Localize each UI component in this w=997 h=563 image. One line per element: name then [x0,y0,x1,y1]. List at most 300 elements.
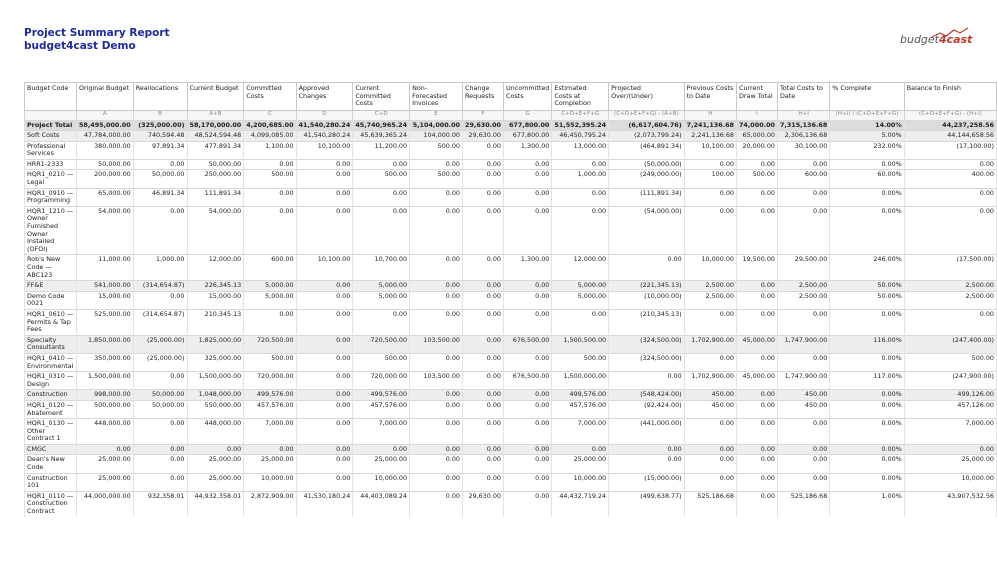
value-cell: 457,576.00 [353,400,410,418]
value-cell: 499,576.00 [552,390,609,401]
value-cell: 0.00 [777,206,829,255]
value-cell: 720,000.00 [353,372,410,390]
column-header: Balance to Finish [904,83,996,111]
value-cell: 0.00 [410,419,463,445]
value-cell: 0.00 [463,206,504,255]
budget-code-cell: Professional Services [25,141,77,159]
value-cell: 10,000.00 [244,473,296,491]
value-cell: 0.00 [552,309,609,335]
value-cell: 44,932,358.01 [187,491,244,516]
formula-label: C [244,110,296,120]
value-cell: 0.00 [463,141,504,159]
budget-code-cell: Specialty Consultants [25,335,77,353]
value-cell: 50,000.00 [133,400,187,418]
value-cell: 0.00 [463,309,504,335]
value-cell: 1,850,000.00 [76,335,133,353]
value-cell: 0.00 [244,309,296,335]
value-cell: 1,825,000.00 [187,335,244,353]
value-cell: 500.00 [244,353,296,371]
value-cell: 0.00 [353,159,410,170]
budget-code-cell: FF&E [25,281,77,292]
table-row [25,400,997,418]
value-cell: 0.00 [296,455,353,473]
value-cell: 525,186.68 [684,491,736,516]
logo-text-budget: budget [900,33,939,46]
value-cell: 0.00 [463,291,504,309]
value-cell: (6,617,604.76) [609,120,685,131]
table-row [25,281,997,292]
value-cell: 7,000.00 [904,419,996,445]
value-cell: (548,424.00) [609,390,685,401]
column-header: Uncommitted Costs [503,83,551,111]
value-cell: 2,241,136.68 [684,131,736,142]
table-row [25,309,997,335]
value-cell: 103,500.00 [410,372,463,390]
value-cell: 11,200.00 [353,141,410,159]
value-cell: 0.00 [463,335,504,353]
value-cell: 0.00 [410,353,463,371]
value-cell: 0.00 [133,372,187,390]
value-cell: 44,403,089.24 [353,491,410,516]
value-cell: 0.00 [904,188,996,206]
budget4cast-logo [900,33,972,46]
summary-table [24,82,997,517]
value-cell: 0.00 [296,170,353,188]
value-cell: 499,576.00 [244,390,296,401]
value-cell: 499,576.00 [353,390,410,401]
value-cell: 50,000.00 [133,390,187,401]
value-cell: 14.00% [830,120,904,131]
column-header: Budget Code [25,83,77,111]
value-cell: 0.00 [503,291,551,309]
value-cell: 250,000.00 [187,170,244,188]
value-cell: 0.00 [133,455,187,473]
value-cell: 525,000.00 [76,309,133,335]
value-cell: 740,594.48 [133,131,187,142]
value-cell: 0.00 [609,255,685,281]
value-cell: 0.00 [503,491,551,516]
table-row [25,159,997,170]
column-header: Current Committed Costs [353,83,410,111]
value-cell: 0.00 [296,188,353,206]
value-cell: 10,100.00 [296,255,353,281]
value-cell: 0.00 [296,281,353,292]
table-row [25,335,997,353]
formula-row [25,110,997,120]
value-cell: 0.00 [736,353,777,371]
value-cell: 50.00% [830,291,904,309]
value-cell: 0.00 [463,170,504,188]
value-cell: 500.00 [410,141,463,159]
value-cell: 246.00% [830,255,904,281]
value-cell: 7,000.00 [353,419,410,445]
value-cell: 29,500.00 [777,255,829,281]
value-cell: 1,100.00 [244,141,296,159]
value-cell: 0.00 [463,444,504,455]
table-row [25,255,997,281]
formula-label: A+B [187,110,244,120]
value-cell: 550,000.00 [187,400,244,418]
budget-code-cell: Rob's New Code — ABC123 [25,255,77,281]
value-cell: 0.00 [463,400,504,418]
value-cell: 600.00 [244,255,296,281]
value-cell: 350,000.00 [76,353,133,371]
table-row [25,206,997,255]
column-header: Original Budget [76,83,133,111]
value-cell: 1,500,500.00 [552,335,609,353]
formula-label: F [463,110,504,120]
value-cell: 4,099,085.00 [244,131,296,142]
value-cell: (111,891.34) [609,188,685,206]
value-cell: 500.00 [736,170,777,188]
value-cell: (210,345.13) [609,309,685,335]
value-cell: 29,630.00 [463,120,504,131]
value-cell: 0.00 [133,444,187,455]
value-cell: 50.00% [830,281,904,292]
value-cell: 0.00 [296,309,353,335]
value-cell: 7,000.00 [552,419,609,445]
value-cell: 600.00 [777,170,829,188]
value-cell: 50,000.00 [187,159,244,170]
value-cell: 0.00 [609,372,685,390]
value-cell: 116.00% [830,335,904,353]
value-cell: 19,500.00 [736,255,777,281]
value-cell: 0.00 [777,419,829,445]
value-cell: (10,000.00) [609,291,685,309]
value-cell: 43,907,532.56 [904,491,996,516]
value-cell: 0.00 [296,400,353,418]
value-cell: 0.00 [777,444,829,455]
value-cell: 0.00 [133,419,187,445]
column-header: Committed Costs [244,83,296,111]
value-cell: 0.00% [830,444,904,455]
budget-code-cell: HQR1_0910 — Programming [25,188,77,206]
value-cell: 25,000.00 [552,455,609,473]
value-cell: 0.00 [736,281,777,292]
value-cell: 500.00 [904,353,996,371]
table-row [25,390,997,401]
value-cell: 0.00 [904,159,996,170]
value-cell: (17,100.00) [904,141,996,159]
value-cell: 0.00 [777,309,829,335]
value-cell: 0.00 [296,206,353,255]
value-cell: 2,306,136.68 [777,131,829,142]
value-cell: 2,872,909.00 [244,491,296,516]
value-cell: 0.00 [503,353,551,371]
value-cell: 0.00 [736,159,777,170]
value-cell: 0.00 [410,390,463,401]
table-row [25,170,997,188]
value-cell: 0.00 [777,188,829,206]
value-cell: 500.00 [353,353,410,371]
value-cell: 0.00 [684,159,736,170]
budget-code-cell: HQR1_0610 — Permits & Tap Fees [25,309,77,335]
value-cell: 0.00 [463,419,504,445]
value-cell: 0.00 [410,444,463,455]
value-cell: 12,000.00 [552,255,609,281]
value-cell: 500.00 [410,170,463,188]
value-cell: 0.00 [736,455,777,473]
formula-label: (C+D+E+F+G) - (A+B) [609,110,685,120]
table-row [25,188,997,206]
value-cell: 0.00 [736,419,777,445]
value-cell: 1,747,900.00 [777,335,829,353]
formula-label: E [410,110,463,120]
value-cell: 74,000.00 [736,120,777,131]
table-row [25,491,997,516]
value-cell: 0.00 [684,206,736,255]
value-cell: 0.00 [684,444,736,455]
value-cell: 54,000.00 [187,206,244,255]
value-cell: 58,170,000.00 [187,120,244,131]
value-cell: 0.00% [830,206,904,255]
value-cell: 0.00 [463,188,504,206]
value-cell: 7,241,136.68 [684,120,736,131]
value-cell: 0.00 [736,444,777,455]
value-cell: 0.00 [296,419,353,445]
value-cell: 25,000.00 [76,473,133,491]
value-cell: 0.00 [244,206,296,255]
budget-code-cell: CMGC [25,444,77,455]
value-cell: 5,000.00 [552,291,609,309]
value-cell: (249,000.00) [609,170,685,188]
value-cell: (247,900.00) [904,372,996,390]
value-cell: 0.00 [503,188,551,206]
column-header: Projected Over/(Under) [609,83,685,111]
value-cell: 0.00 [904,444,996,455]
value-cell: 676,500.00 [503,335,551,353]
value-cell: 41,540,280.24 [296,131,353,142]
value-cell: (92,424.00) [609,400,685,418]
value-cell: 448,000.00 [187,419,244,445]
value-cell: 0.00 [76,444,133,455]
value-cell: 0.00 [609,455,685,473]
value-cell: (54,000.00) [609,206,685,255]
column-header: Change Requests [463,83,504,111]
value-cell: 5,104,000.00 [410,120,463,131]
value-cell: 5,000.00 [552,281,609,292]
value-cell: 44,237,258.56 [904,120,996,131]
value-cell: 0.00 [463,159,504,170]
value-cell: 0.00 [463,455,504,473]
column-header: Reallocations [133,83,187,111]
value-cell: 0.00 [133,159,187,170]
value-cell: 0.00 [503,419,551,445]
value-cell: 0.00 [777,455,829,473]
table-row [25,291,997,309]
value-cell: 1,702,900.00 [684,335,736,353]
value-cell: 500,000.00 [76,400,133,418]
value-cell: 41,530,180.24 [296,491,353,516]
value-cell: 457,576.00 [552,400,609,418]
column-header: Approved Changes [296,83,353,111]
value-cell: 44,000,000.00 [76,491,133,516]
value-cell: 50,000.00 [133,170,187,188]
value-cell: (17,500.00) [904,255,996,281]
formula-label: G [503,110,551,120]
value-cell: 0.00 [503,281,551,292]
value-cell: 15,000.00 [187,291,244,309]
value-cell: 1,500,000.00 [76,372,133,390]
value-cell: 1,000.00 [133,255,187,281]
value-cell: 226,345.13 [187,281,244,292]
value-cell: 25,000.00 [244,455,296,473]
value-cell: 0.00 [736,491,777,516]
value-cell: 2,500.00 [904,281,996,292]
value-cell: 0.00 [296,335,353,353]
value-cell: 46,891.34 [133,188,187,206]
value-cell: 0.00 [904,309,996,335]
value-cell: 97,891.34 [133,141,187,159]
value-cell: 20,000.00 [736,141,777,159]
value-cell: 0.00 [684,455,736,473]
value-cell: 0.00 [463,281,504,292]
formula-label: (C+D+E+F+G) - (H+I) [904,110,996,120]
value-cell: 45,639,365.24 [353,131,410,142]
value-cell: 0.00 [777,473,829,491]
value-cell: 46,450,795.24 [552,131,609,142]
value-cell: 45,740,965.24 [353,120,410,131]
value-cell: 58,495,000.00 [76,120,133,131]
value-cell: 0.00 [503,309,551,335]
value-cell: 117.00% [830,372,904,390]
value-cell: 5,000.00 [244,281,296,292]
value-cell: 0.00 [410,400,463,418]
value-cell: 0.00 [410,255,463,281]
value-cell: 0.00 [503,473,551,491]
value-cell: 0.00 [552,206,609,255]
table-header-row [25,83,997,111]
value-cell: 0.00 [353,206,410,255]
value-cell: 0.00 [736,473,777,491]
value-cell: 0.00 [736,309,777,335]
value-cell: 0.00 [736,206,777,255]
value-cell: 45,000.00 [736,372,777,390]
value-cell: 41,540,280.24 [296,120,353,131]
value-cell: 0.00 [684,419,736,445]
value-cell: 0.00 [777,159,829,170]
value-cell: (25,000.00) [133,353,187,371]
value-cell: 450.00 [684,400,736,418]
value-cell: 0.00 [684,309,736,335]
value-cell: 0.00 [463,353,504,371]
value-cell: 10,100.00 [296,141,353,159]
budget-code-cell: Construction 101 [25,473,77,491]
value-cell: (25,000.00) [133,335,187,353]
value-cell: 0.00 [503,159,551,170]
value-cell: 0.00 [463,255,504,281]
budget-code-cell: HQR1_1210 — Owner Furnished Owner Installed (OFOI) [25,206,77,255]
value-cell: 500.00 [244,170,296,188]
value-cell: 0.00 [410,281,463,292]
value-cell: 0.00 [503,400,551,418]
value-cell: 0.00% [830,159,904,170]
formula-label: A [76,110,133,120]
table-row [25,473,997,491]
value-cell: 0.00 [463,390,504,401]
table-row [25,419,997,445]
value-cell: (221,345.13) [609,281,685,292]
value-cell: (15,000.00) [609,473,685,491]
budget-code-cell: HQR1_0110 — Construction Contract [25,491,77,516]
value-cell: 4,200,685.00 [244,120,296,131]
value-cell: 525,186.68 [777,491,829,516]
value-cell: 1.00% [830,491,904,516]
value-cell: 0.00% [830,400,904,418]
value-cell: 2,500.00 [684,281,736,292]
value-cell: 2,500.00 [684,291,736,309]
value-cell: 676,500.00 [503,372,551,390]
value-cell: 1,500,000.00 [187,372,244,390]
value-cell: 0.00 [684,473,736,491]
column-header: % Complete [830,83,904,111]
value-cell: 380,000.00 [76,141,133,159]
table-body [25,120,997,517]
budget-code-cell: Construction [25,390,77,401]
value-cell: 25,000.00 [76,455,133,473]
value-cell: 457,576.00 [244,400,296,418]
value-cell: 10,000.00 [353,473,410,491]
value-cell: 60.00% [830,170,904,188]
value-cell: 0.00 [353,444,410,455]
value-cell: 100.00 [684,170,736,188]
value-cell: 5.00% [830,131,904,142]
value-cell: 0.00 [777,353,829,371]
value-cell: (50,000.00) [609,159,685,170]
value-cell: 29,630.00 [463,131,504,142]
value-cell: 0.00% [830,188,904,206]
value-cell: 1,048,000.00 [187,390,244,401]
table-row [25,120,997,131]
value-cell: 5,000.00 [244,291,296,309]
value-cell: 0.00 [503,444,551,455]
value-cell: 111,891.34 [187,188,244,206]
value-cell: 0.00 [552,159,609,170]
column-header: Non-Forecasted Invoices [410,83,463,111]
table-row [25,455,997,473]
value-cell: 932,358.01 [133,491,187,516]
value-cell: 0.00 [736,188,777,206]
budget-code-cell: Dean's New Code [25,455,77,473]
value-cell: 0.00 [736,390,777,401]
value-cell: 0.00 [463,372,504,390]
value-cell: (314,654.87) [133,309,187,335]
budget-code-cell: HQR1_0130 — Other Contract 1 [25,419,77,445]
value-cell: (247,400.00) [904,335,996,353]
table-row [25,372,997,390]
value-cell: 0.00 [503,390,551,401]
value-cell: 677,800.00 [503,120,551,131]
value-cell: 0.00 [552,188,609,206]
value-cell: 0.00 [296,353,353,371]
value-cell: 0.00 [244,159,296,170]
value-cell: 0.00 [410,188,463,206]
column-header: Previous Costs to Date [684,83,736,111]
value-cell: 25,000.00 [187,473,244,491]
value-cell: 25,000.00 [187,455,244,473]
value-cell: 0.00 [684,188,736,206]
logo-text-4cast: 4cast [939,33,973,46]
value-cell: 103,500.00 [410,335,463,353]
value-cell: 0.00 [736,400,777,418]
formula-label: D [296,110,353,120]
value-cell: 15,000.00 [76,291,133,309]
table-row [25,353,997,371]
value-cell: 0.00 [410,206,463,255]
value-cell: 25,000.00 [904,455,996,473]
value-cell: 0.00 [133,291,187,309]
budget-code-cell: Project Total [25,120,77,131]
